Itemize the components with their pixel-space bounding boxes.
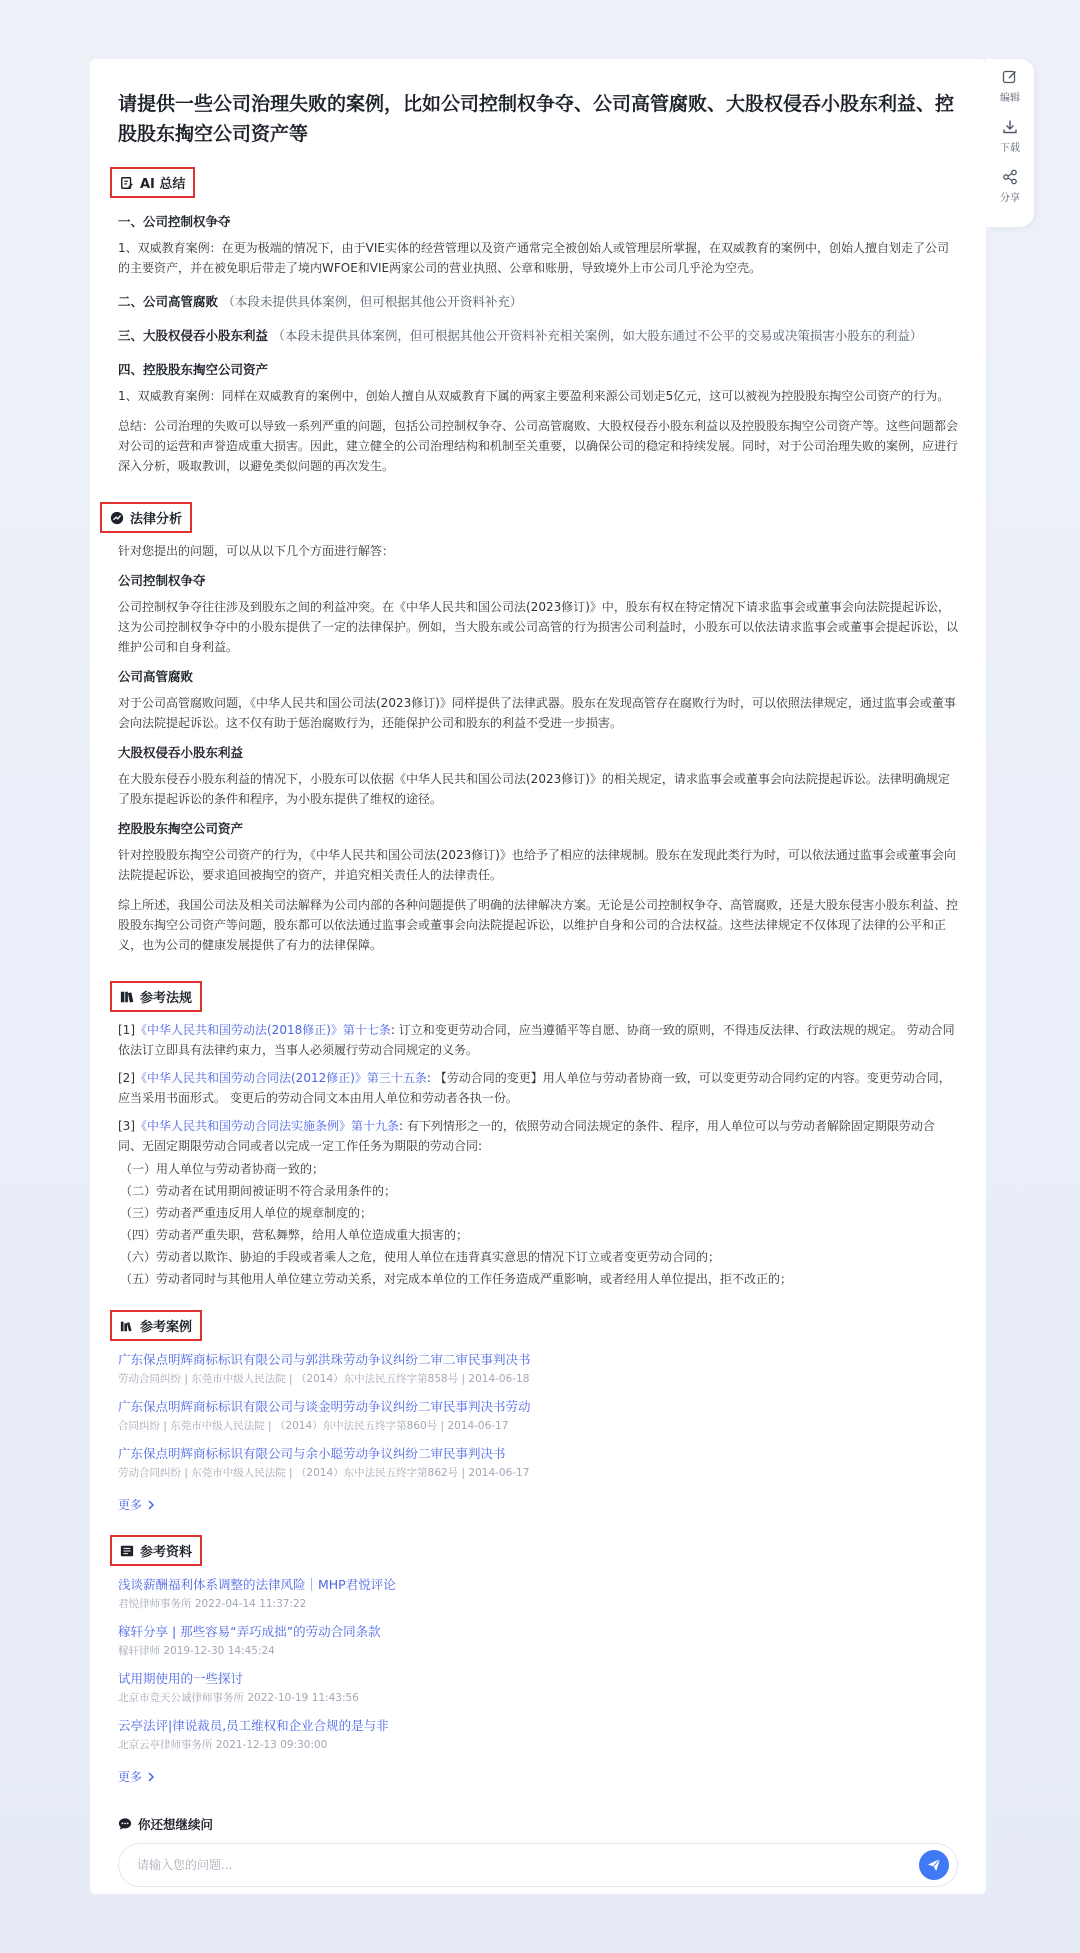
reference-title-link[interactable]: 试用期使用的一些探讨 <box>118 1671 244 1686</box>
case-item <box>118 1349 958 1388</box>
reference-item <box>118 1574 958 1613</box>
references-title: 参考资料 <box>140 1545 193 1560</box>
law-subitem: （四）劳动者严重失职，营私舞弊，给用人单位造成重大损害的； <box>120 1228 469 1242</box>
analysis-p1-title: 公司控制权争夺 <box>118 573 206 588</box>
share-label: 分享 <box>1000 193 1020 204</box>
law-index: [3] <box>118 1119 135 1133</box>
ai-summary-header <box>110 167 195 198</box>
analysis-intro: 针对您提出的问题，可以从以下几个方面进行解答： <box>118 544 395 558</box>
summary-s1-title: 一、公司控制权争夺 <box>118 214 231 229</box>
cases-title: 参考案例 <box>140 1320 193 1335</box>
summary-s2-row <box>118 292 958 312</box>
answer-card <box>90 59 986 1894</box>
reference-meta: 北京云亭律师事务所 2021-12-13 09:30:00 <box>118 1739 328 1751</box>
legal-analysis-title: 法律分析 <box>130 512 183 527</box>
law-item <box>118 1020 958 1060</box>
cases-more-link[interactable] <box>118 1496 156 1513</box>
note-edit-icon <box>120 176 134 190</box>
reference-item <box>118 1668 958 1707</box>
law-subitem: （五）劳动者同时与其他用人单位建立劳动关系，对完成本单位的工作任务造成严重影响，或者经用人单位提出，拒不改正的； <box>120 1272 793 1286</box>
reference-meta: 君悦律师事务所 2022-04-14 11:37:22 <box>118 1598 307 1610</box>
case-books-icon <box>120 1319 134 1333</box>
summary-s3-note: （本段未提供具体案例，但可根据其他公开资料补充相关案例，如大股东通过不公平的交易或决策损害小股东的利益） <box>272 328 923 343</box>
references-header <box>110 1535 202 1566</box>
laws-header <box>110 981 202 1012</box>
books-icon <box>120 990 134 1004</box>
laws-title: 参考法规 <box>140 991 193 1006</box>
analysis-icon <box>110 511 124 525</box>
summary-s1-text: 1、双威教育案例：在更为极端的情况下，由于VIE实体的经营管理以及资产通常完全被创始人或管理层所掌握，在双威教育的案例中，创始人擅自划走了公司的主要资产，并在被免职后带走了境内WFOE和VIE两家公司的营业执照、公章和账册，导致境外上市公司几乎沦为空壳。 <box>118 241 949 275</box>
reference-title-link[interactable]: 浅谈薪酬福利体系调整的法律风险｜MHP君悦评论 <box>118 1577 396 1592</box>
question-title: 请提供一些公司治理失败的案例，比如公司控制权争夺、公司高管腐败、大股权侵吞小股东利益、控股股东掏空公司资产等 <box>118 93 955 145</box>
reference-title-link[interactable]: 云亭法评|律说裁员,员工维权和企业合规的是与非 <box>118 1718 389 1733</box>
follow-up-header <box>118 1815 958 1833</box>
reference-meta: 稼轩律师 2019-12-30 14:45:24 <box>118 1645 275 1657</box>
cases-header <box>110 1310 202 1341</box>
law-subitem: （二）劳动者在试用期间被证明不符合录用条件的； <box>120 1184 397 1198</box>
case-title-link[interactable]: 广东保点明辉商标标识有限公司与余小聪劳动争议纠纷二审民事判决书 <box>118 1446 506 1461</box>
cases-section <box>118 1310 958 1513</box>
summary-s2-title: 二、公司高管腐败 <box>118 294 219 309</box>
edit-label: 编辑 <box>1000 93 1020 104</box>
legal-analysis-section <box>118 502 958 955</box>
newspaper-icon <box>120 1544 134 1558</box>
cases-more-label: 更多 <box>118 1498 143 1512</box>
law-item <box>118 1116 958 1156</box>
law-link[interactable]: 《中华人民共和国劳动合同法(2012修正)》第三十五条 <box>135 1071 427 1085</box>
case-meta: 劳动合同纠纷 | 东莞市中级人民法院 | （2014）东中法民五终字第858号 | 2014-06-18 <box>118 1373 530 1385</box>
analysis-conclusion: 综上所述，我国公司法及相关司法解释为公司内部的各种问题提供了明确的法律解决方案。无论是公司控制权争夺、高管腐败，还是大股东侵害小股东利益、控股股东掏空公司资产等问题，股东都可以依法通过监事会或董事会向法院提起诉讼，以维护自身和公司的合法权益。这些法律规定不仅体现了法律的公平和正义，也为公司的健康发展提供了有力的法律保障。 <box>118 898 959 952</box>
case-item <box>118 1443 958 1482</box>
send-button[interactable] <box>919 1850 949 1880</box>
summary-s2-note: （本段未提供具体案例，但可根据其他公开资料补充） <box>222 294 523 309</box>
law-item <box>118 1068 958 1108</box>
summary-s4-text: 1、双威教育案例：同样在双威教育的案例中，创始人擅自从双威教育下属的两家主要盈利来源公司划走5亿元，这可以被视为控股股东掏空公司资产的行为。 <box>118 389 950 403</box>
law-text: : 订立和变更劳动合同，应当遵循平等自愿、协商一致的原则，不得违反法律、行政法规的规定。 劳动合同依法订立即具有法律约束力，当事人必须履行劳动合同规定的义务。 <box>118 1023 955 1057</box>
reference-item <box>118 1621 958 1660</box>
reference-meta: 北京市竞天公诚律师事务所 2022-10-19 11:43:56 <box>118 1692 359 1704</box>
law-subitem: （六）劳动者以欺诈、胁迫的手段或者乘人之危，使用人单位在违背真实意思的情况下订立或者变更劳动合同的； <box>120 1250 721 1264</box>
edit-icon <box>1002 69 1018 85</box>
side-toolbar <box>986 59 1034 227</box>
download-button[interactable] <box>986 119 1034 169</box>
follow-up-section <box>118 1815 958 1887</box>
references-more-link[interactable] <box>118 1768 156 1785</box>
chat-bubble-icon <box>118 1817 132 1831</box>
share-icon <box>1002 169 1018 185</box>
send-icon <box>927 1858 941 1872</box>
law-link[interactable]: 《中华人民共和国劳动合同法实施条例》第十九条 <box>135 1119 400 1133</box>
case-meta: 合同纠纷 | 东莞市中级人民法院 | （2014）东中法民五终字第860号 | 2014-06-17 <box>118 1420 509 1432</box>
analysis-p2-text: 对于公司高管腐败问题，《中华人民共和国公司法(2023修订)》同样提供了法律武器。股东在发现高管存在腐败行为时，可以依照法律规定，通过监事会或董事会向法院提起诉讼。这不仅有助于惩治腐败行为，还能保护公司和股东的利益不受进一步损害。 <box>118 696 956 730</box>
case-item <box>118 1396 958 1435</box>
follow-up-title: 你还想继续问 <box>138 1817 214 1832</box>
chevron-right-icon <box>146 1500 156 1510</box>
references-section <box>118 1535 958 1785</box>
analysis-p2-title: 公司高管腐败 <box>118 669 194 684</box>
case-title-link[interactable]: 广东保点明辉商标标识有限公司与谈金明劳动争议纠纷二审民事判决书劳动 <box>118 1399 531 1414</box>
law-text: : 【劳动合同的变更】用人单位与劳动者协商一致，可以变更劳动合同约定的内容。变更劳动合同，应当采用书面形式。 变更后的劳动合同文本由用人单位和劳动者各执一份。 <box>118 1071 951 1105</box>
share-button[interactable] <box>986 169 1034 219</box>
reference-item <box>118 1715 958 1754</box>
analysis-p3-title: 大股权侵吞小股东利益 <box>118 745 244 760</box>
laws-section <box>118 981 958 1290</box>
summary-conclusion: 总结：公司治理的失败可以导致一系列严重的问题，包括公司控制权争夺、公司高管腐败、大股权侵吞小股东利益以及控股股东掏空公司资产等。这些问题都会对公司的运营和声誉造成重大损害。因此，建立健全的公司治理结构和机制至关重要，以确保公司的稳定和持续发展。同时，对于公司治理失败的案例，应进行深入分析，吸取教训，以避免类似问题的再次发生。 <box>118 419 959 473</box>
case-title-link[interactable]: 广东保点明辉商标标识有限公司与郭洪珠劳动争议纠纷二审二审民事判决书 <box>118 1352 531 1367</box>
references-more-label: 更多 <box>118 1770 143 1784</box>
law-index: [2] <box>118 1071 135 1085</box>
legal-analysis-header <box>100 502 192 533</box>
law-link[interactable]: 《中华人民共和国劳动法(2018修正)》第十七条 <box>135 1023 391 1037</box>
analysis-p4-title: 控股股东掏空公司资产 <box>118 821 244 836</box>
law-index: [1] <box>118 1023 135 1037</box>
analysis-p4-text: 针对控股股东掏空公司资产的行为，《中华人民共和国公司法(2023修订)》也给予了相应的法律规制。股东在发现此类行为时，可以依法通过监事会或董事会向法院提起诉讼，要求追回被掏空的资产，并追究相关责任人的法律责任。 <box>118 848 956 882</box>
download-icon <box>1002 119 1018 135</box>
edit-button[interactable] <box>986 69 1034 119</box>
summary-s3-title: 三、大股权侵吞小股东利益 <box>118 328 269 343</box>
case-meta: 劳动合同纠纷 | 东莞市中级人民法院 | （2014）东中法民五终字第862号 | 2014-06-17 <box>118 1467 530 1479</box>
law-subitem: （一）用人单位与劳动者协商一致的； <box>120 1162 325 1176</box>
question-input-box <box>118 1843 958 1887</box>
question-input[interactable] <box>135 1857 899 1873</box>
law-text: : 有下列情形之一的，依照劳动合同法规定的条件、程序，用人单位可以与劳动者解除固定期限劳动合同、无固定期限劳动合同或者以完成一定工作任务为期限的劳动合同: <box>118 1119 935 1153</box>
download-label: 下载 <box>1000 143 1020 154</box>
ai-summary-title: AI 总结 <box>140 177 186 192</box>
analysis-p1-text: 公司控制权争夺往往涉及到股东之间的利益冲突。在《中华人民共和国公司法(2023修订)》中，股东有权在特定情况下请求监事会或董事会向法院提起诉讼，这为公司控制权争夺中的小股东提供了一定的法律保护。例如，当大股东或公司高管的行为损害公司利益时，小股东可以依法请求监事会或董事会提起诉讼，以维护公司和自身利益。 <box>118 600 959 654</box>
law-subitem: （三）劳动者严重违反用人单位的规章制度的； <box>120 1206 373 1220</box>
summary-s3-row <box>118 326 958 346</box>
reference-title-link[interactable]: 稼轩分享 | 那些容易“弄巧成拙”的劳动合同条款 <box>118 1624 381 1639</box>
ai-summary-section <box>118 167 958 476</box>
summary-s4-title: 四、控股股东掏空公司资产 <box>118 362 269 377</box>
analysis-p3-text: 在大股东侵吞小股东利益的情况下，小股东可以依据《中华人民共和国公司法(2023修订)》的相关规定，请求监事会或董事会向法院提起诉讼。法律明确规定了股东提起诉讼的条件和程序，为小股东提供了维权的途径。 <box>118 772 950 806</box>
chevron-right-icon <box>146 1772 156 1782</box>
